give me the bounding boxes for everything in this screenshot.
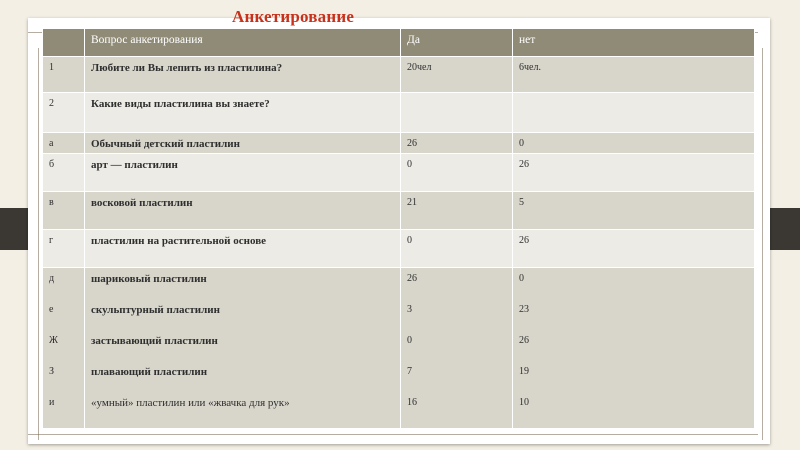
row-yes: 26	[401, 133, 513, 154]
row-no: 0	[513, 133, 755, 154]
stack-question: «умный» пластилин или «жвачка для рук»	[91, 397, 290, 409]
row-question: Какие виды пластилина вы знаете?	[85, 93, 401, 133]
header-no: нет	[513, 29, 755, 57]
row-yes: 20чел	[401, 57, 513, 93]
table-row	[43, 154, 755, 192]
stack-question: шариковый пластилин	[91, 273, 207, 285]
row-yes: 0	[401, 230, 513, 268]
row-no: 26	[513, 154, 755, 192]
stack-yes: 26	[407, 273, 417, 284]
survey-table	[42, 28, 755, 429]
table-header-row	[43, 29, 755, 57]
row-no	[513, 93, 755, 133]
stack-no: 23	[519, 304, 529, 315]
stack-question: плавающий пластилин	[91, 366, 208, 378]
row-yes: 21	[401, 192, 513, 230]
stack-index: Ж	[49, 335, 58, 346]
stack-question: скульптурный пластилин	[91, 304, 220, 316]
table-row	[43, 192, 755, 230]
stack-no: 19	[519, 366, 529, 377]
stack-index: е	[49, 304, 54, 315]
stack-no: 0	[519, 273, 524, 284]
row-yes-stack	[401, 268, 513, 429]
table-row-multi	[43, 268, 755, 429]
row-index: г	[43, 230, 85, 268]
row-index: б	[43, 154, 85, 192]
table-row	[43, 93, 755, 133]
row-yes: 0	[401, 154, 513, 192]
row-no: 6чел.	[513, 57, 755, 93]
table-row	[43, 57, 755, 93]
row-question: Любите ли Вы лепить из пластилина?	[85, 57, 401, 93]
row-no: 5	[513, 192, 755, 230]
row-index: 1	[43, 57, 85, 93]
table-row	[43, 133, 755, 154]
row-index-stack	[43, 268, 85, 429]
stack-yes: 7	[407, 366, 412, 377]
header-yes: Да	[401, 29, 513, 57]
stack-question: застывающий пластилин	[91, 335, 218, 347]
frame-rule-bottom	[28, 434, 758, 435]
row-yes	[401, 93, 513, 133]
stack-yes: 16	[407, 397, 417, 408]
stack-no: 26	[519, 335, 529, 346]
stack-yes: 0	[407, 335, 412, 346]
stack-no: 10	[519, 397, 529, 408]
row-question: Обычный детский пластилин	[85, 133, 401, 154]
stack-yes: 3	[407, 304, 412, 315]
row-question-stack	[85, 268, 401, 429]
row-question: арт — пластилин	[85, 154, 401, 192]
row-index: в	[43, 192, 85, 230]
header-index	[43, 29, 85, 57]
row-question: восковой пластилин	[85, 192, 401, 230]
row-index: а	[43, 133, 85, 154]
stack-index: д	[49, 273, 55, 284]
row-index: 2	[43, 93, 85, 133]
frame-rule-right	[762, 48, 763, 440]
frame-rule-left	[38, 48, 39, 440]
slide-title: Анкетирование	[232, 7, 355, 26]
row-no-stack	[513, 268, 755, 429]
stack-index: и	[49, 397, 55, 408]
table-row	[43, 230, 755, 268]
row-no: 26	[513, 230, 755, 268]
stack-index: З	[49, 366, 55, 377]
header-question: Вопрос анкетирования	[85, 29, 401, 57]
row-question: пластилин на растительной основе	[85, 230, 401, 268]
